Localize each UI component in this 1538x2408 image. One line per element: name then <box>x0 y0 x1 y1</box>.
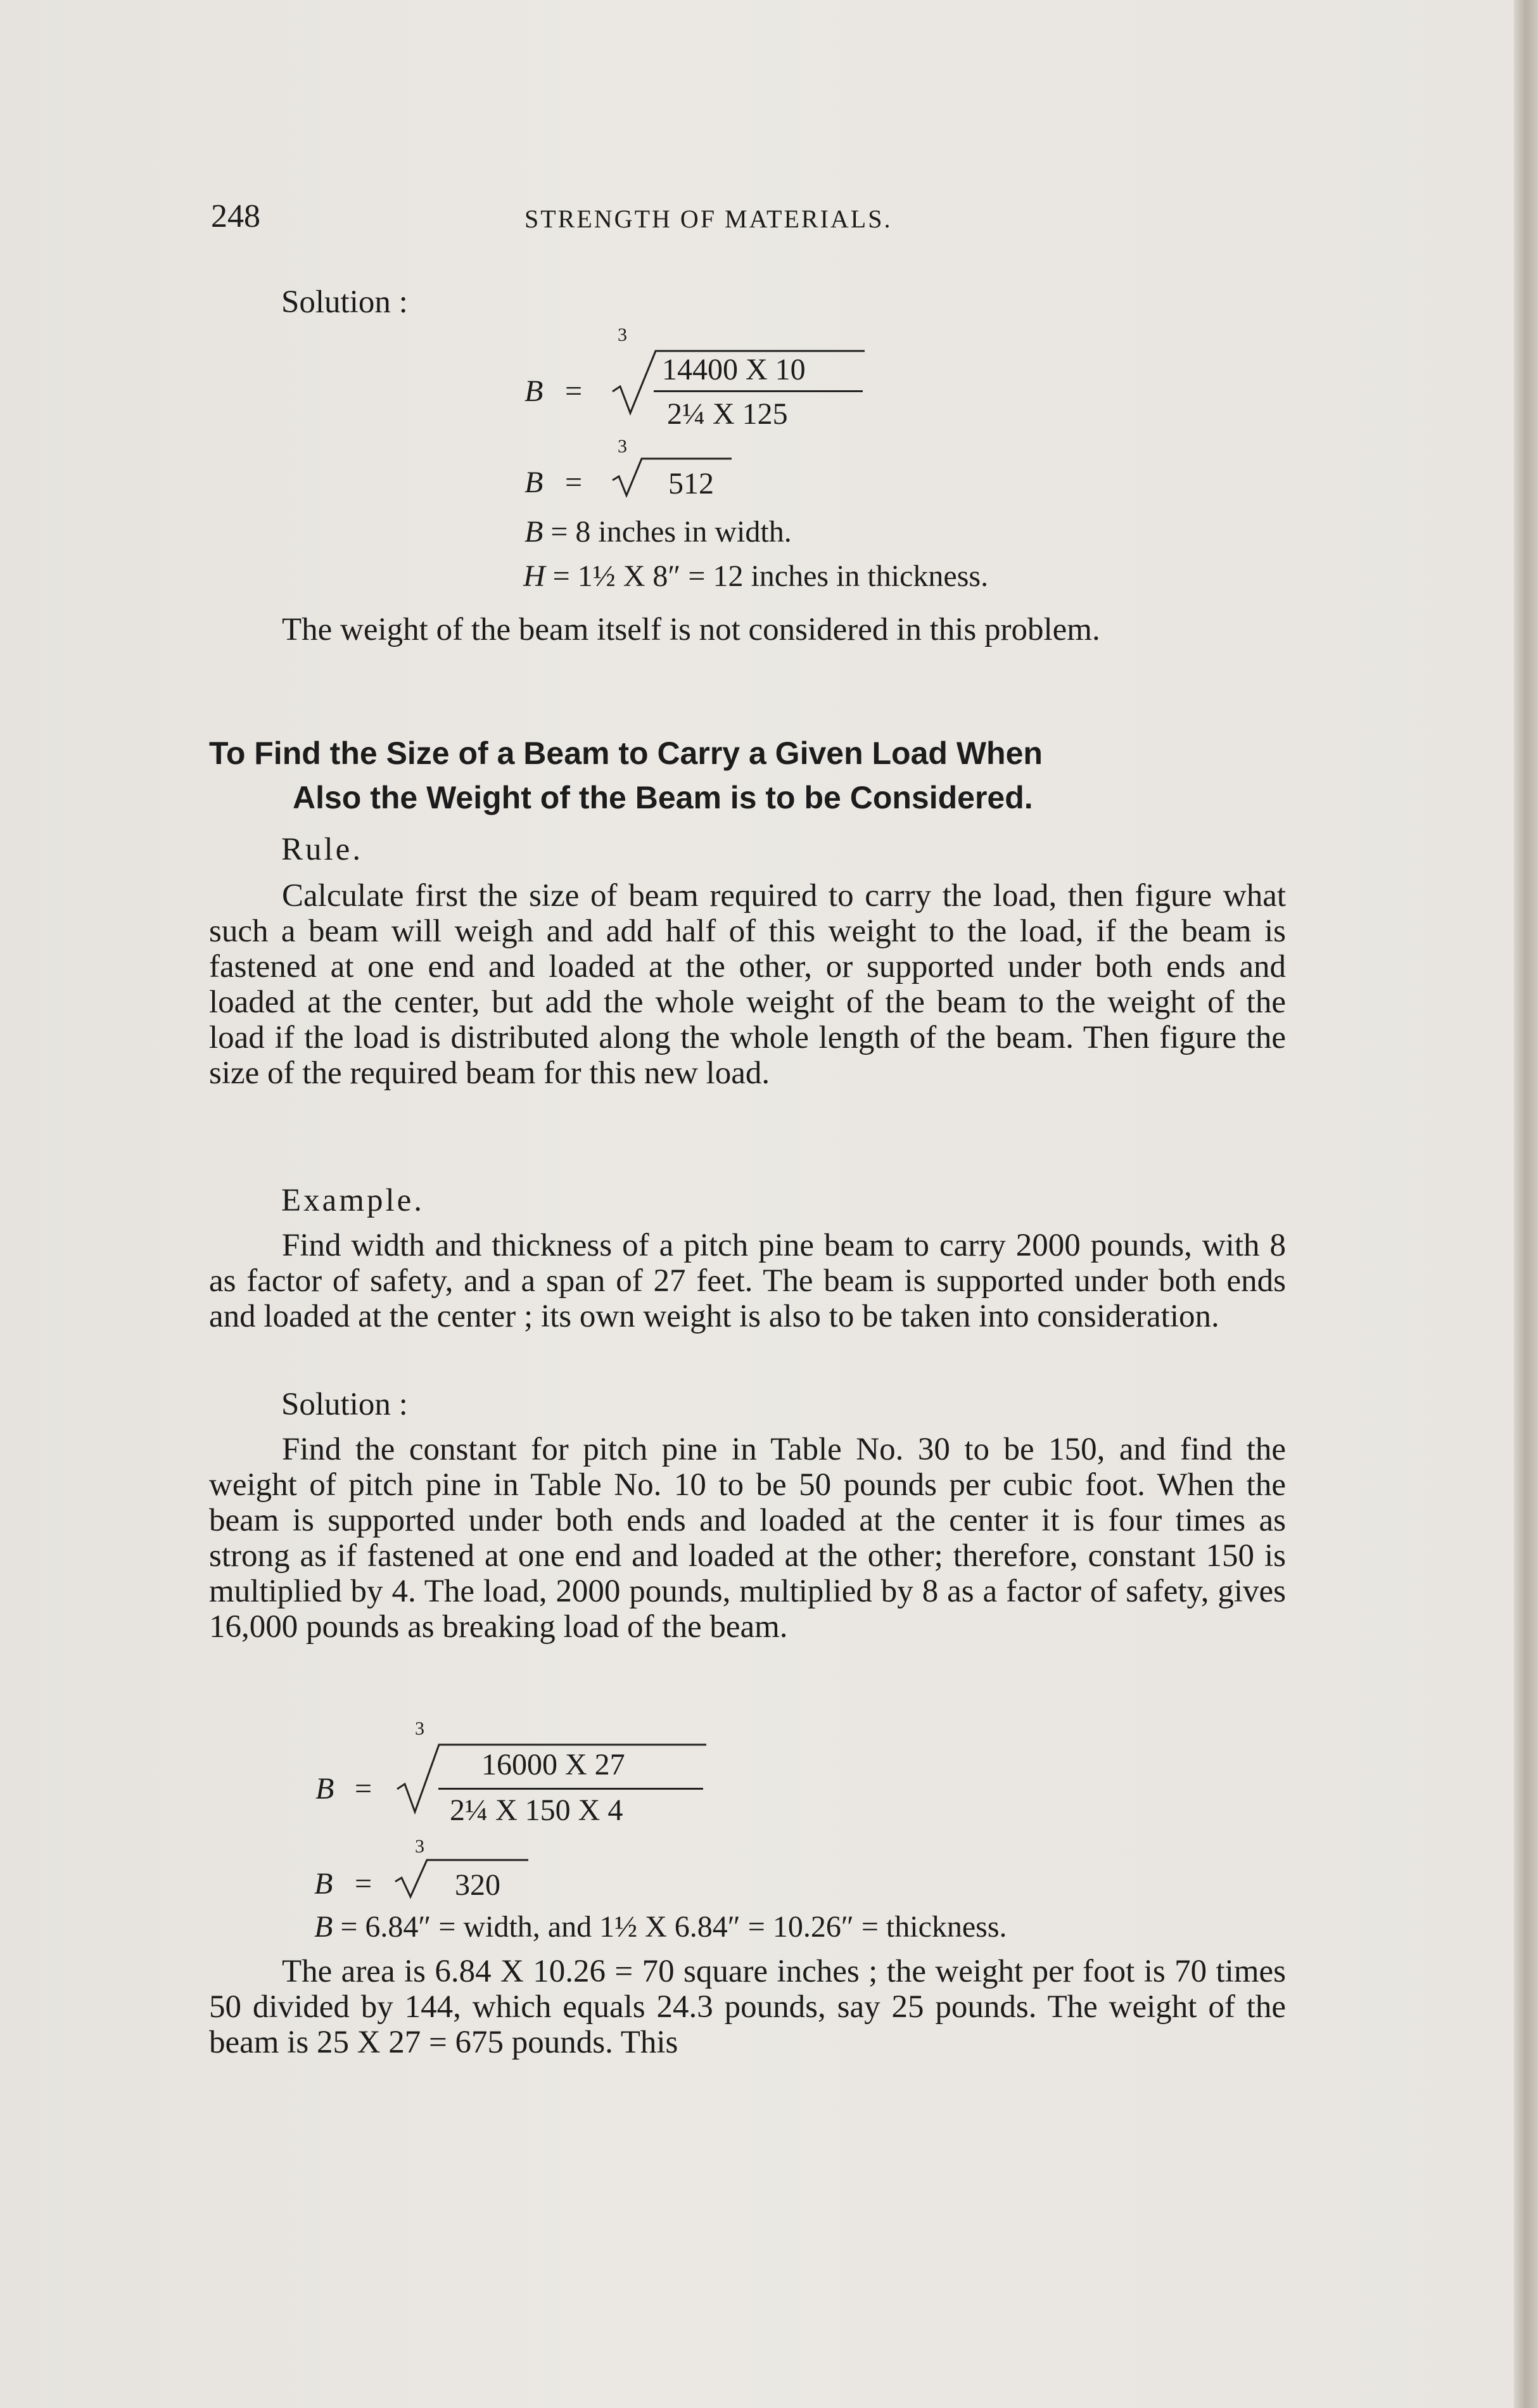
section-heading: To Find the Size of a Beam to Carry a Given Load When Also the Weight of the Beam is to be Considered. <box>209 736 1043 815</box>
denominator: 2¼ X 150 X 4 <box>450 1793 623 1827</box>
var-b: B <box>314 1867 333 1901</box>
fraction-bar <box>654 390 863 392</box>
equals-sign: = <box>565 374 583 408</box>
example-label: Example. <box>281 1183 425 1218</box>
root-index: 3 <box>415 1718 424 1739</box>
note-paragraph: The weight of the beam itself is not considered in this problem. <box>282 612 1100 647</box>
example-paragraph: Find width and thickness of a pitch pine beam to carry 2000 pounds, with 8 as factor of safety, and a span of 27 feet. The beam is supported under both ends and loaded at the center ; its own weight is also to be taken into consideration. <box>209 1228 1286 1334</box>
page-edge <box>1514 0 1538 2408</box>
beam-dimensions-result: B = 6.84″ = width, and 1½ X 6.84″ = 10.26″ = thickness. <box>314 1910 1007 1944</box>
rule-paragraph: Calculate first the size of beam required to carry the load, then figure what such a beam will weigh and add half of this weight to the load, if the beam is fastened at one end and loaded at the other, or supported under both ends and loaded at the center, but add the whole weight of the beam to the weight of the load if the load is distributed along the whole length of the beam. Then figure the size of the required beam for this new load. <box>209 878 1286 1091</box>
page-number: 248 <box>211 198 260 234</box>
var-b: B <box>315 1772 334 1806</box>
radicand: 512 <box>668 467 714 500</box>
running-title: STRENGTH OF MATERIALS. <box>524 205 893 233</box>
root-index: 3 <box>618 324 627 345</box>
solution-label-2: Solution : <box>281 1387 408 1422</box>
root-index: 3 <box>415 1836 424 1857</box>
var-b: B <box>524 466 543 499</box>
equals-sign: = <box>565 466 583 499</box>
var-b: B <box>524 374 543 408</box>
fraction-bar <box>438 1788 703 1790</box>
closing-paragraph: The area is 6.84 X 10.26 = 70 square inches ; the weight per foot is 70 times 50 divided by 144, which equals 24.3 pounds, say 25 pounds. The weight of the beam is 25 X 27 = 675 pounds. This <box>209 1954 1286 2060</box>
denominator: 2¼ X 125 <box>667 397 788 431</box>
radicand: 320 <box>455 1868 500 1902</box>
equals-sign: = <box>355 1867 372 1901</box>
width-result: B = 8 inches in width. <box>524 515 792 549</box>
numerator: 14400 X 10 <box>662 353 806 386</box>
root-index: 3 <box>618 436 627 457</box>
thickness-result: H = 1½ X 8″ = 12 inches in thickness. <box>523 559 989 593</box>
rule-label: Rule. <box>281 832 364 867</box>
solution-paragraph: Find the constant for pitch pine in Table No. 30 to be 150, and find the weight of pitch pine in Table No. 10 to be 50 pounds per cubic foot. When the beam is supported under both ends and loaded at the center it is four times as strong as if fastened at one end and loaded at the other; therefore, constant 150 is multiplied by 4. The load, 2000 pounds, multiplied by 8 as a factor of safety, gives 16,000 pounds as breaking load of the beam. <box>209 1432 1286 1645</box>
numerator: 16000 X 27 <box>481 1748 625 1781</box>
equals-sign: = <box>355 1772 372 1806</box>
solution-label-1: Solution : <box>281 284 408 320</box>
